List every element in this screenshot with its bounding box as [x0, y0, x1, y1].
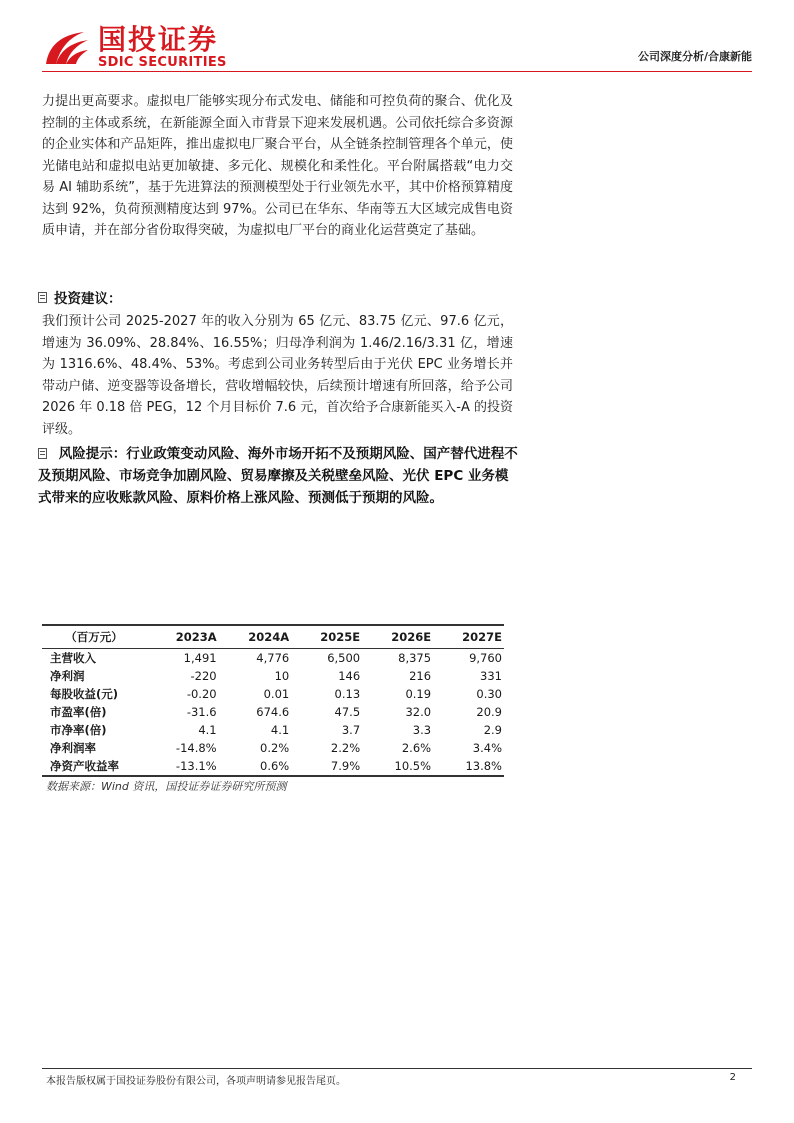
table-row: [42, 667, 504, 685]
table-cell: 20.9: [476, 705, 502, 719]
table-cell: 10.5%: [362, 757, 433, 776]
logo-chinese-name: 国投证券: [98, 23, 219, 56]
table-cell: 4,776: [256, 651, 290, 665]
table-cell: -14.8%: [175, 741, 217, 755]
table-cell: -13.1%: [146, 757, 219, 776]
table-cell: -220: [190, 669, 217, 683]
table-cell: 2.6%: [401, 741, 432, 755]
table-cell: 674.6: [256, 705, 290, 719]
row-label: 净资产收益率: [42, 757, 146, 776]
intro-paragraph: 力提出更高要求。虚拟电厂能够实现分布式发电、储能和可控负荷的聚合、优化及控制的主体或系统，在新能源全面入市背景下迎来发展机遇。公司依托综合多资源的企业实体和产品矩阵，推出虚拟电厂聚合平台，从全链条控制管理各个单元，使光储电站和虚拟电站更加敏捷、多元化、规模化和柔性化。平台附属搭载“电力交易 AI 辅助系统”，基于先进算法的预测模型处于行业领先水平，其中价格预算精度达到 92%，负荷预测精度达到 97%。公司已在华东、华南等五大区域完成售电资质申请，并在部分省份取得突破，为虚拟电厂平台的商业化运营奠定了基础。: [42, 94, 513, 238]
logo-mark-icon: [44, 28, 90, 68]
company-logo: [44, 23, 227, 70]
table-cell: 2.2%: [330, 741, 361, 755]
table-cell: 331: [480, 669, 502, 683]
row-label: 市净率(倍): [50, 723, 107, 737]
table-row: [42, 739, 504, 757]
table-cell: 7.9%: [291, 757, 362, 776]
financial-forecast-table: [42, 624, 504, 777]
table-cell: 3.7: [341, 723, 361, 737]
table-row: [42, 649, 504, 668]
table-cell: -31.6: [186, 705, 217, 719]
table-cell: 8,375: [398, 651, 432, 665]
year-header: 2024A: [219, 625, 292, 649]
table-cell: 3.3: [412, 723, 432, 737]
table-cell: 3.4%: [472, 741, 502, 755]
year-header: 2026E: [362, 625, 433, 649]
table-header-row: [42, 625, 504, 649]
row-label: 每股收益(元): [50, 687, 119, 701]
table-cell: 0.13: [334, 687, 361, 701]
table-row: [42, 685, 504, 703]
row-label: 净利润率: [50, 741, 96, 755]
footer-disclaimer: 本报告版权属于国投证券股份有限公司，各项声明请参见报告尾页。: [46, 1076, 346, 1087]
investment-advice-title: 投资建议：: [54, 291, 122, 307]
table-cell: 0.30: [476, 687, 502, 701]
row-label: 市盈率(倍): [50, 705, 107, 719]
table-source-note: 数据来源：Wind 资讯，国投证券证券研究所预测: [46, 780, 287, 793]
table-cell: 47.5: [334, 705, 361, 719]
table-cell: 4.1: [270, 723, 290, 737]
document-icon: [38, 448, 47, 459]
document-type-label: 公司深度分析/合康新能: [637, 50, 752, 63]
table-cell: -0.20: [186, 687, 217, 701]
table-cell: 0.19: [405, 687, 432, 701]
table-cell: 0.2%: [260, 741, 290, 755]
year-header: 2023A: [146, 625, 219, 649]
table-unit-header: （百万元）: [42, 625, 146, 649]
year-header: 2025E: [291, 625, 362, 649]
table-cell: 2.9: [483, 723, 502, 737]
table-cell: 4.1: [198, 723, 217, 737]
table-cell: 0.01: [263, 687, 290, 701]
table-cell: 6,500: [327, 651, 361, 665]
year-header: 2027E: [433, 625, 504, 649]
table-cell: 32.0: [405, 705, 432, 719]
row-label: 净利润: [50, 669, 85, 683]
logo-english-name: SDIC SECURITIES: [98, 55, 227, 70]
page-number: 2: [729, 1072, 736, 1083]
table-row: [42, 703, 504, 721]
table-row: [42, 757, 504, 776]
document-icon: [38, 292, 47, 303]
header-divider: [42, 71, 752, 72]
investment-advice-heading: [38, 287, 122, 307]
table-cell: 13.8%: [433, 757, 504, 776]
table-cell: 1,491: [183, 651, 217, 665]
table-cell: 9,760: [469, 651, 502, 665]
investment-advice-paragraph: 我们预计公司 2025-2027 年的收入分别为 65 亿元、83.75 亿元、97.6 亿元，增速为 36.09%、28.84%、16.55%；归母净利润为 1.46/2.16/3.31 亿，增速为 1316.6%、48.4%、53%。考虑到公司业务转型后由于光伏 EPC 业务增长并带动户储、逆变器等设备增长，营收增幅较快，后续预计增速有所回落，给予公司 2026 年 0.18 倍 PEG，12 个月目标价 7.6 元，首次给予合康新能买入-A 的投资评级。: [42, 314, 514, 437]
risk-warning-text: 风险提示：行业政策变动风险、海外市场开拓不及预期风险、国产替代进程不及预期风险、市场竞争加剧风险、贸易摩擦及关税壁垒风险、光伏 EPC 业务模式带来的应收账款风险、原料价格上涨风险、预测低于预期的风险。: [38, 446, 518, 506]
footer-divider: [42, 1068, 752, 1069]
row-label: 主营收入: [50, 651, 96, 665]
risk-warning: [38, 443, 518, 509]
table-cell: 146: [338, 669, 361, 683]
table-cell: 216: [409, 669, 432, 683]
table-row: [42, 721, 504, 739]
table-cell: 0.6%: [219, 757, 292, 776]
table-cell: 10: [274, 669, 290, 683]
